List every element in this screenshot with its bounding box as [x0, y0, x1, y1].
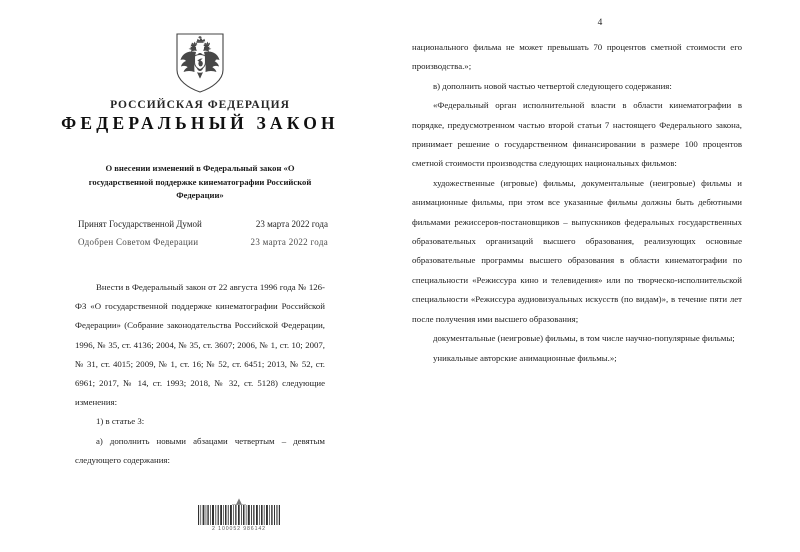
adoption-duma-date: 23 марта 2022 года — [255, 219, 328, 229]
paragraph-cont-70-percent: национального фильма не может превышать 70 процентов сметной стоимости его производства.»; — [412, 42, 742, 72]
adoption-duma-label: Принят Государственной Думой — [78, 219, 202, 229]
paragraph-item-1: 1) в статье 3: — [96, 416, 145, 427]
paragraph-unique-animation: уникальные авторские анимационные фильмы.»; — [433, 352, 617, 363]
left-page-body — [75, 278, 325, 470]
barcode-bars-icon — [196, 505, 282, 525]
paragraph-item-1a: а) дополнить новыми абзацами четвертым – девятым следующего содержания: — [75, 435, 325, 465]
paragraph-item-1v: в) дополнить новой частью четвертой следующего содержания: — [433, 80, 672, 91]
page-number: 4 — [597, 18, 603, 28]
barcode-cap-icon — [196, 498, 282, 505]
paragraph-film-categories: художественные (игровые) фильмы, документальные (неигровые) фильмы и анимационные фильмы, при этом все указанные фильмы должны быть дебютными фильмами режиссеров-постановщиков – выпускников федеральных государственных образовательных организаций высшего образования, реализующих основные образовательные программы высшего образования в области кинематографии по специальности «Режиссура кино и телевидения» или по творческо-исполнительской специальности «Режиссура аудиовизуальных искусств (по видам)», в течение пяти лет после получения ими высшего образования; — [412, 177, 742, 324]
adoption-council-label: Одобрен Советом Федерации — [78, 237, 199, 247]
law-subject-line-1: О внесении изменений в Федеральный закон «О государственной — [88, 163, 295, 187]
law-subject-line-2: поддержке кинематографии Российской Федерации» — [155, 176, 312, 200]
country-heading: РОССИЙСКАЯ ФЕДЕРАЦИЯ — [110, 99, 290, 111]
barcode-digits: 2 100052 986142 — [212, 526, 266, 532]
russian-coat-of-arms-icon — [174, 32, 226, 94]
adoption-duma-row — [78, 219, 328, 229]
paragraph-documentary-films: документальные (неигровые) фильмы, в том числе научно-популярные фильмы; — [433, 333, 735, 344]
paragraph-federal-body: «Федеральный орган исполнительной власти в области кинематографии в порядке, предусмотренном частью второй статьи 7 настоящего Федерального закона, принимает решение о государственном финансировании в размере 100 процентов сметной стоимости производства следующих национальных фильмов: — [412, 100, 742, 169]
right-page-body — [412, 38, 742, 368]
emblem-container — [0, 32, 400, 94]
barcode-block — [196, 498, 282, 532]
law-heading: ФЕДЕРАЛЬНЫЙ ЗАКОН — [61, 113, 339, 133]
law-subject — [84, 162, 316, 203]
adoption-council-row — [78, 237, 328, 247]
page-right — [400, 0, 800, 552]
adoption-council-date: 23 марта 2022 года — [250, 237, 328, 247]
paragraph-amend-intro: Внести в Федеральный закон от 22 августа 1996 года № 126-ФЗ «О государственной поддержке кинематографии Российской Федерации» (Собрание законодательства Российской Федерации, 1996, № 35, ст. 4136; 2004, № 35, ст. 3607; 2006, № 1, ст. 10; 2007, № 31, ст. 4015; 2009, № 1, ст. 16; № 52, ст. 6451; 2013, № 52, ст. 6961; 2017, № 14, ст. 1993; 2018, № 32, ст. 5128) следующие изменения: — [75, 282, 325, 408]
